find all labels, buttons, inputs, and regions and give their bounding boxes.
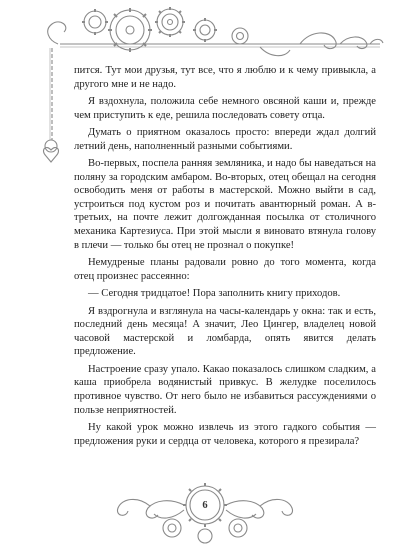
paragraph: Немудреные планы радовали ровно до того момента, когда отец произнес рассеянно: bbox=[74, 257, 376, 282]
paragraph: Ну какой урок можно извлечь из этого гадкого события — предложения руки и сердца от человека, которого я презирала? bbox=[74, 422, 376, 447]
paragraph: пится. Тут мои друзья, тут все, что я люблю и к чему привыкла, а другого мне и не надо. bbox=[74, 65, 376, 90]
paragraph: — Сегодня тридцатое! Пора заполнить книгу приходов. bbox=[88, 288, 341, 300]
page-number: 6 bbox=[202, 500, 208, 511]
paragraph: Я вздрогнула и взглянула на часы-календарь у окна: так и есть, последний день месяца! А значит, Лео Цингер, владелец новой часовой мастерской и ломбарда, опять явится делать предложение. bbox=[74, 305, 376, 358]
paragraph: Думать о приятном оказалось просто: впереди ждал долгий летний день, наполненный разными событиями. bbox=[74, 127, 376, 152]
paragraph: Во-первых, поспела ранняя земляника, и надо бы наведаться на поляну за городским амбаром. Во-вторых, отец обещал на сегодня освободить меня от работы в мастерской. Можно выйти в сад, устроиться под кустом роз и почитать авантюрный роман. А в-третьих, на почте лежит долгожданная посылка от столичного механика Картезиуса. При этой мысли я виновато втянула голову в плечи — только бы отец не прознал о покупке! bbox=[74, 158, 376, 251]
paragraph: Я вздохнула, положила себе немного овсяной каши и, прежде чем приступить к еде, решила последовать совету отца. bbox=[74, 96, 376, 121]
page-text bbox=[74, 64, 376, 452]
bottom-gear-ornament bbox=[0, 478, 410, 547]
paragraph: Настроение сразу упало. Какао показалось слишком сладким, а каша приобрела водянистый привкус. В желудке поселилось противное чувство. От него было не избавиться рассуждениями о пользе неприятностей. bbox=[74, 363, 376, 416]
